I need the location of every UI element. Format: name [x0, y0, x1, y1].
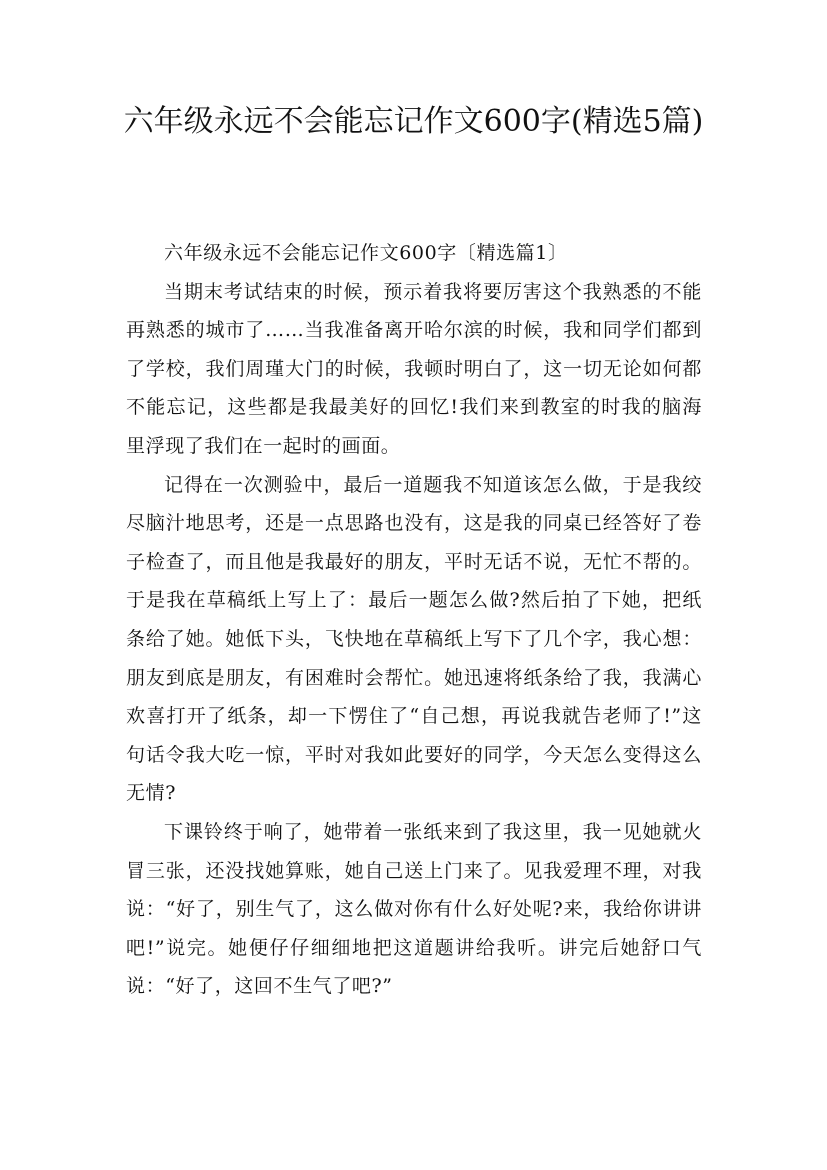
- paragraph-1: 当期末考试结束的时候，预示着我将要厉害这个我熟悉的不能再熟悉的城市了……当我准备离开哈尔滨的时候，我和同学们都到了学校，我们周瑾大门的时候，我顿时明白了，这一切无论如何都不能忘记，这些都是我最美好的回忆!我们来到教室的时我的脑海里浮现了我们在一起时的画面。: [126, 280, 702, 457]
- section-heading: 六年级永远不会能忘记作文600字〔精选篇1〕: [164, 242, 568, 264]
- paragraph-3: 下课铃终于响了，她带着一张纸来到了我这里，我一见她就火冒三张，还没找她算账，她自己送上门来了。见我爱理不理，对我说：“好了，别生气了，这么做对你有什么好处呢?来，我给你讲讲吧!”说完。她便仔仔细细地把这道题讲给我听。讲完后她舒口气说：“好了，这回不生气了吧?”: [126, 820, 702, 998]
- paragraph-2: 记得在一次测验中，最后一道题我不知道该怎么做，于是我绞尽脑汁地思考，还是一点思路也没有，这是我的同桌已经答好了卷子检查了，而且他是我最好的朋友，平时无话不说，无忙不帮的。于是我在草稿纸上写上了：最后一题怎么做?然后拍了下她，把纸条给了她。她低下头，飞快地在草稿纸上写下了几个字，我心想：朋友到底是朋友，有困难时会帮忙。她迅速将纸条给了我，我满心欢喜打开了纸条，却一下愣住了“自己想，再说我就告老师了!”这句话令我大吃一惊，平时对我如此要好的同学，今天怎么变得这么无情?: [126, 473, 702, 805]
- document-body: [126, 234, 702, 1006]
- document-title: 六年级永远不会能忘记作文600字(精选5篇): [123, 104, 704, 139]
